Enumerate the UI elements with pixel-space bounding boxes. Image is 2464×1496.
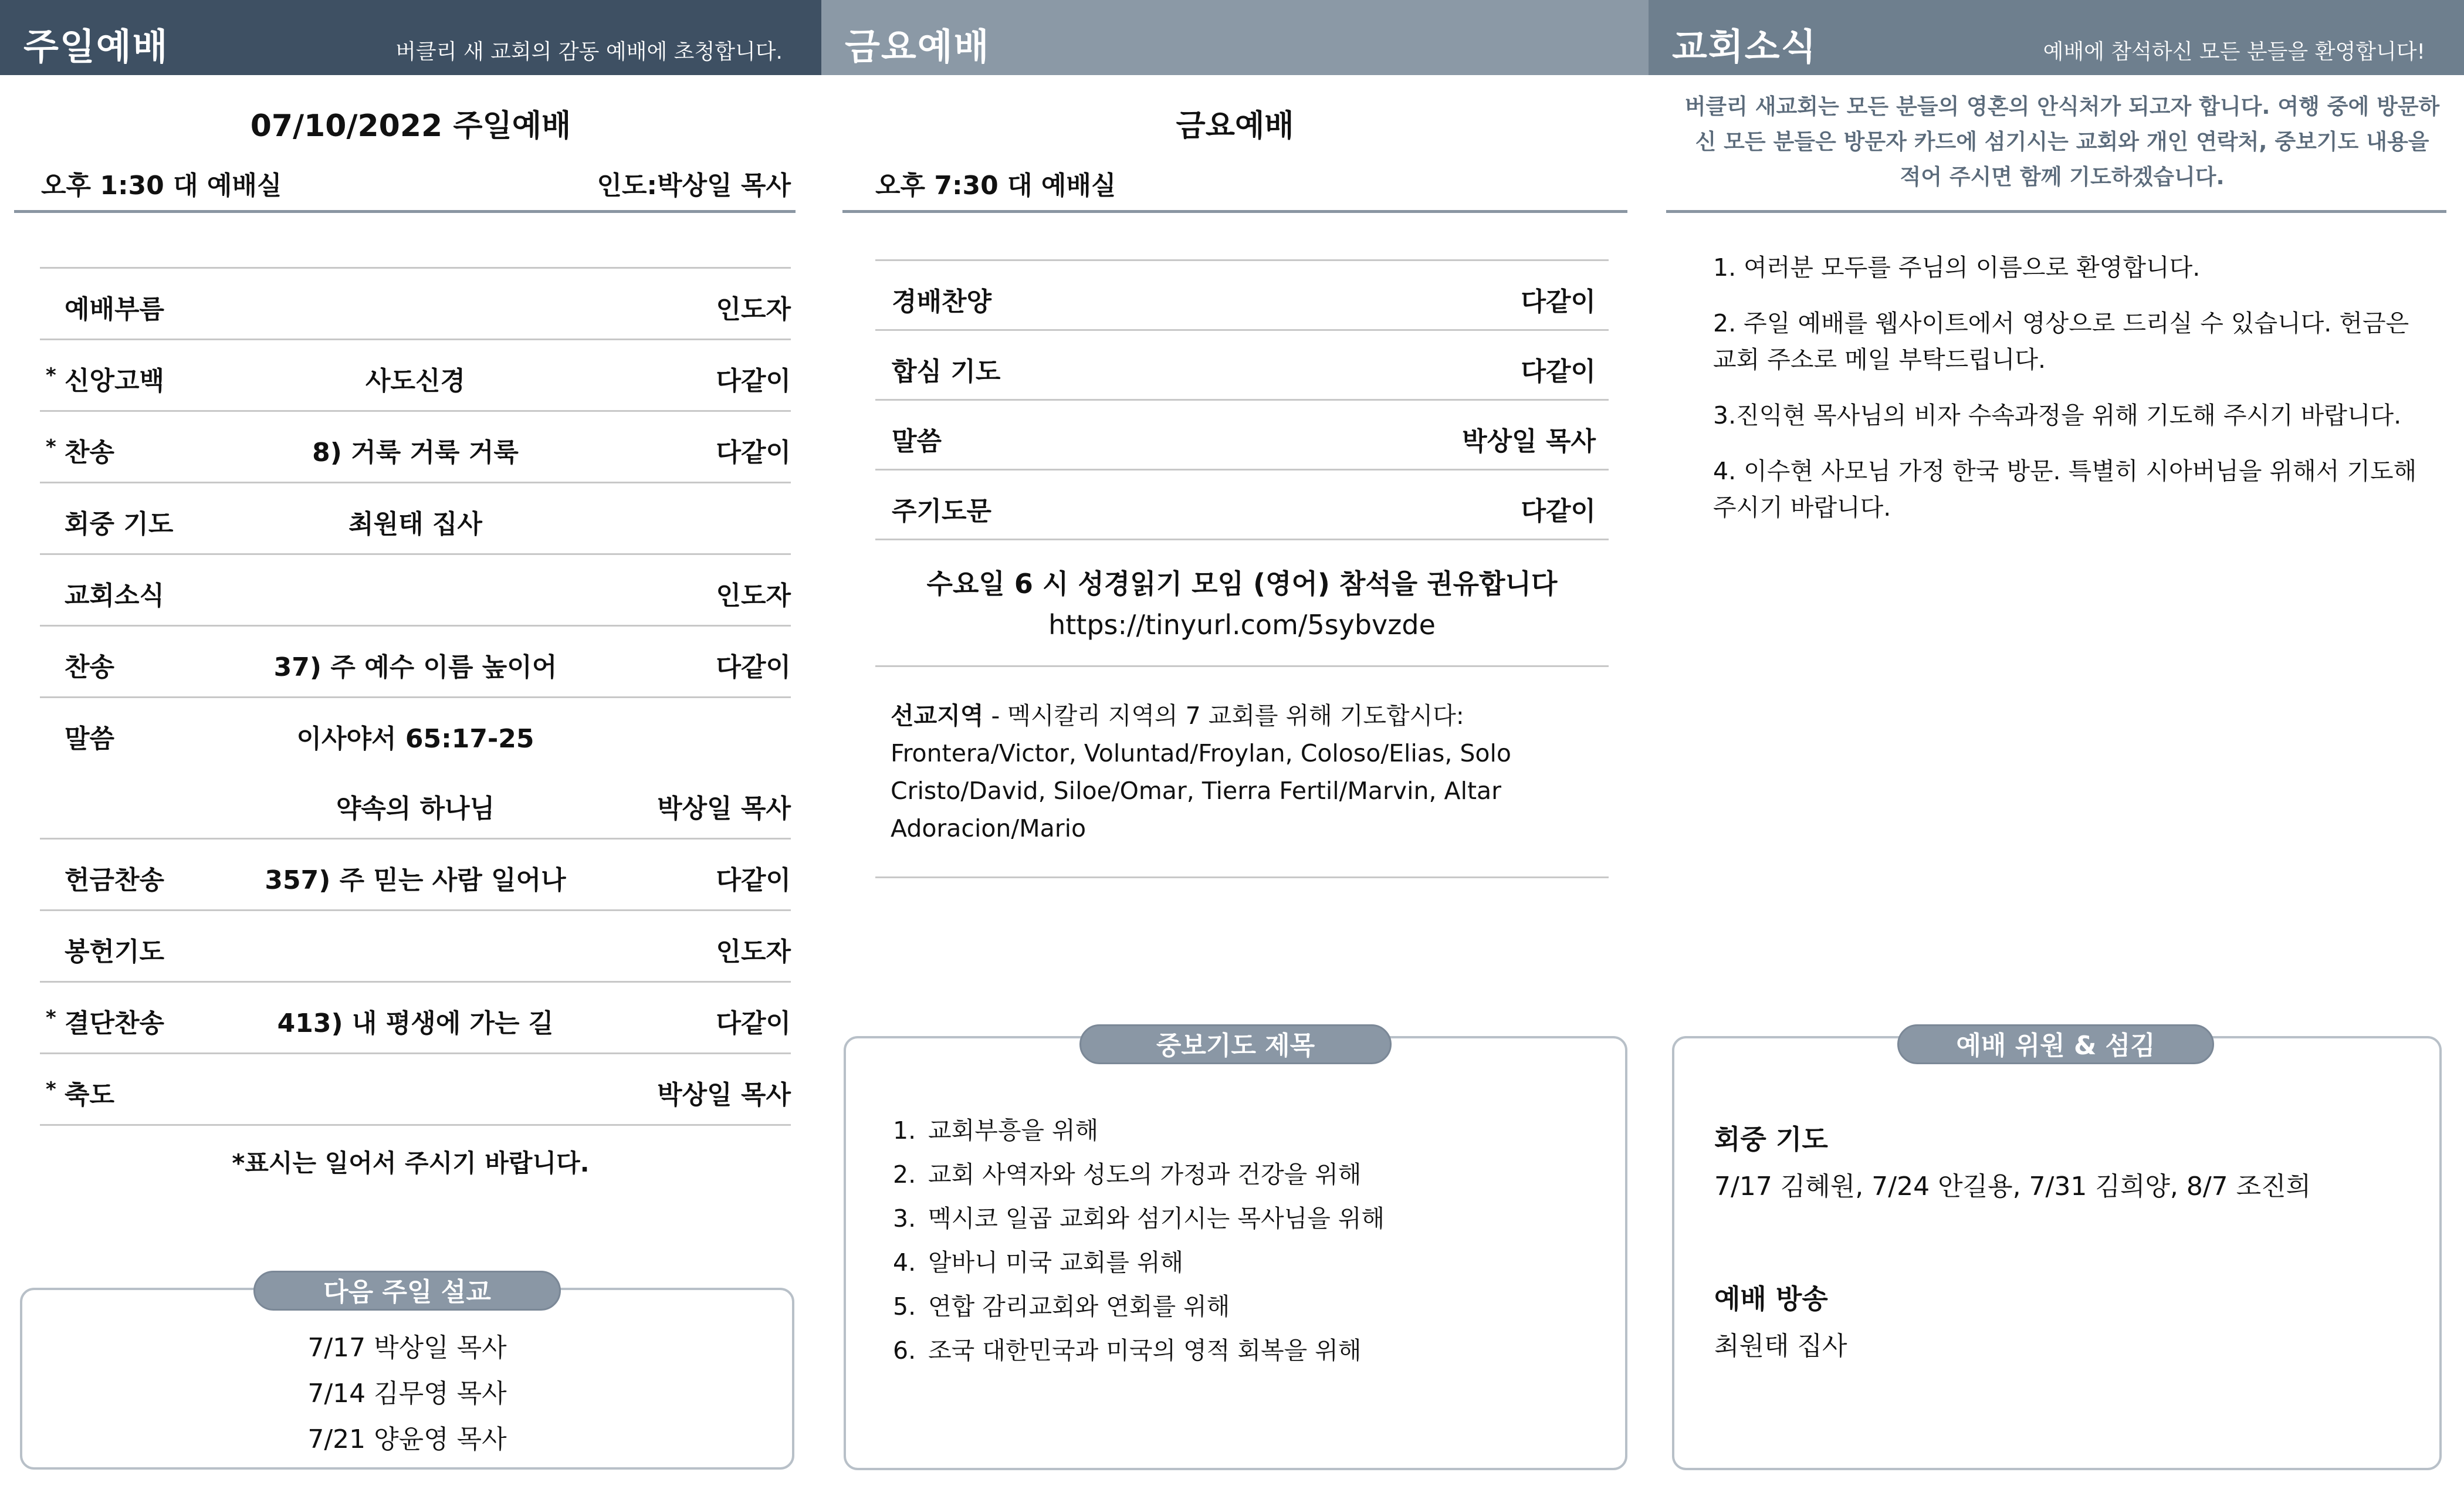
friday-service-column: [821, 0, 1649, 1496]
sunday-service-title: 07/10/2022 주일예배: [250, 109, 571, 144]
list-item: 3. 멕시코 일곱 교회와 섬기시는 목사님을 위해: [893, 1204, 1385, 1233]
order-part: 합심 기도: [892, 357, 1001, 387]
order-part: 주기도문: [892, 496, 992, 526]
mission-label: 선교지역: [891, 702, 984, 730]
order-row: [875, 331, 1609, 401]
order-who: 박상일 목사: [657, 794, 791, 824]
order-content: 약속의 하나님: [336, 794, 495, 824]
next-sermon-list: [22, 1325, 792, 1463]
staff-broadcast-label: 예배 방송: [1714, 1283, 1828, 1315]
staff-prayer: [1714, 1118, 2311, 1203]
order-part: 경배찬양: [892, 287, 992, 317]
order-row: [40, 911, 791, 983]
next-sermon-title: 다음 주일 설교: [253, 1271, 561, 1311]
order-row: [40, 627, 791, 698]
list-item: 5. 연합 감리교회와 연회를 위해: [893, 1292, 1230, 1321]
bible-study-notice: [875, 563, 1609, 667]
order-row: [40, 412, 791, 483]
stand-note: *표시는 일어서 주시기 바랍니다.: [232, 1149, 590, 1177]
order-who: 다같이: [716, 366, 791, 396]
list-item: 7/17 박상일 목사: [307, 1333, 507, 1363]
stand-mark: *: [46, 364, 56, 387]
order-row: [40, 340, 791, 412]
order-part: 찬송: [65, 438, 115, 468]
friday-header-title: 금요예배: [845, 25, 990, 68]
friday-service-title: 금요예배: [1176, 109, 1294, 144]
order-part: 신앙고백: [65, 366, 165, 396]
bible-study-link[interactable]: https://tinyurl.com/5sybvzde: [1048, 609, 1436, 641]
friday-header-divider: [842, 210, 1627, 213]
order-who: 다같이: [716, 652, 791, 682]
staff-box: [1672, 1036, 2442, 1470]
order-row: [875, 261, 1609, 331]
friday-order-of-service: [875, 259, 1609, 540]
order-who: 다같이: [1521, 357, 1596, 387]
order-content: 최원태 집사: [348, 509, 482, 539]
order-part: 예배부름: [65, 295, 165, 324]
order-part: 교회소식: [65, 581, 165, 611]
order-content: 사도신경: [365, 366, 465, 396]
news-list: [1713, 249, 2417, 545]
order-who: 다같이: [716, 438, 791, 468]
order-who: 인도자: [716, 295, 791, 324]
staff-broadcast: [1714, 1278, 1847, 1362]
order-row: [875, 401, 1609, 471]
news-header-title: 교회소식: [1672, 25, 1817, 68]
staff-prayer-value: 7/17 김혜원, 7/24 안길용, 7/31 김희양, 8/7 조진희: [1714, 1172, 2311, 1201]
church-news-column: [1649, 0, 2464, 1496]
mission-divider: [875, 876, 1609, 878]
order-content: 413) 내 평생에 가는 길: [277, 1008, 554, 1038]
welcome-message: 버클리 새교회는 모든 분들의 영혼의 안식처가 되고자 합니다. 여행 중에 방문하신 모든 분들은 방문자 카드에 섬기시는 교회와 개인 연락처, 중보기도 내용을 적어 주시면 함께 기도하겠습니다.: [1684, 94, 2440, 189]
sunday-service-column: [0, 0, 821, 1496]
list-item: 2. 교회 사역자와 성도의 가정과 건강을 위해: [893, 1160, 1362, 1189]
order-part: 말씀: [65, 724, 115, 754]
prayer-title: 중보기도 제목: [1079, 1024, 1392, 1064]
order-who: 인도자: [716, 581, 791, 611]
order-content: 37) 주 예수 이름 높이어: [273, 652, 557, 682]
stand-mark: *: [46, 1078, 56, 1101]
sunday-time-place: 오후 1:30 대 예배실: [41, 171, 282, 201]
news-header: [1649, 0, 2464, 75]
sunday-leader: 인도:박상일 목사: [597, 171, 791, 201]
list-item: 1. 여러분 모두를 주님의 이름으로 환영합니다.: [1713, 253, 2201, 282]
order-part: 축도: [65, 1080, 115, 1110]
order-who: 다같이: [1521, 496, 1596, 526]
order-row: [40, 555, 791, 627]
order-part: 봉헌기도: [65, 937, 165, 967]
staff-prayer-label: 회중 기도: [1714, 1123, 1828, 1155]
order-row: [40, 269, 791, 340]
bible-study-text: 수요일 6 시 성경읽기 모임 (영어) 참석을 권유합니다: [926, 568, 1558, 600]
order-who: 박상일 목사: [657, 1080, 791, 1110]
order-row: [875, 471, 1609, 540]
order-row: [40, 483, 791, 555]
order-part: 결단찬송: [65, 1008, 165, 1038]
list-item: 4. 알바니 미국 교회를 위해: [893, 1248, 1184, 1277]
mission-churches: Frontera/Victor, Voluntad/Froylan, Coloso/Elias, Solo Cristo/David, Siloe/Omar, Tierra Fertil/Marvin, Altar Adoracion/Mario: [891, 739, 1511, 842]
list-item: 7/14 김무영 목사: [307, 1379, 507, 1409]
sunday-order-of-service: [40, 267, 791, 1126]
sunday-header: [0, 0, 821, 75]
order-row: [40, 768, 791, 840]
order-content: 이사야서 65:17-25: [296, 724, 534, 754]
list-item: 6. 조국 대한민국과 미국의 영적 회복을 위해: [893, 1336, 1362, 1365]
prayer-box: [844, 1036, 1627, 1470]
friday-header: [821, 0, 1649, 75]
order-row: [40, 698, 791, 768]
news-header-subtitle: 예배에 참석하신 모든 분들을 환영합니다!: [2043, 40, 2425, 64]
mission-text: - 멕시칼리 지역의 7 교회를 위해 기도합시다:: [983, 702, 1464, 730]
list-item: 3.진익현 목사님의 비자 수속과정을 위해 기도해 주시기 바랍니다.: [1713, 401, 2402, 429]
order-who: 다같이: [716, 1008, 791, 1038]
order-who: 다같이: [716, 865, 791, 895]
order-part: 찬송: [65, 652, 115, 682]
sunday-header-divider: [14, 210, 796, 213]
list-item: 7/21 양윤영 목사: [307, 1424, 507, 1454]
order-row: [40, 983, 791, 1054]
list-item: 4. 이수현 사모님 가정 한국 방문. 특별히 시아버님을 위해서 기도해 주시기 바랍니다.: [1713, 457, 2417, 522]
staff-broadcast-value: 최원태 집사: [1714, 1331, 1847, 1361]
stand-mark: *: [46, 1006, 56, 1030]
next-sermon-box: [20, 1288, 794, 1470]
order-who: 박상일 목사: [1462, 427, 1596, 456]
stand-mark: *: [46, 435, 56, 459]
friday-time-place: 오후 7:30 대 예배실: [875, 171, 1116, 201]
order-row: [40, 840, 791, 911]
order-part: 헌금찬송: [65, 865, 165, 895]
order-part: 회중 기도: [65, 509, 174, 539]
sunday-header-subtitle: 버클리 새 교회의 감동 예배에 초청합니다.: [395, 40, 783, 64]
prayer-list: [893, 1109, 1385, 1373]
mission-region: [891, 697, 1536, 847]
order-who: 다같이: [1521, 287, 1596, 317]
order-part: 말씀: [892, 427, 942, 456]
order-row: [40, 1054, 791, 1126]
order-content: 357) 주 믿는 사람 일어나: [265, 865, 566, 895]
order-who: 인도자: [716, 937, 791, 967]
staff-title: 예배 위원 & 섬김: [1897, 1024, 2214, 1064]
list-item: 1. 교회부흥을 위해: [893, 1116, 1099, 1145]
order-content: 8) 거룩 거룩 거룩: [312, 438, 519, 468]
sunday-header-title: 주일예배: [23, 25, 169, 68]
list-item: 2. 주일 예배를 웹사이트에서 영상으로 드리실 수 있습니다. 헌금은 교회 주소로 메일 부탁드립니다.: [1713, 309, 2409, 374]
news-header-divider: [1666, 210, 2446, 213]
